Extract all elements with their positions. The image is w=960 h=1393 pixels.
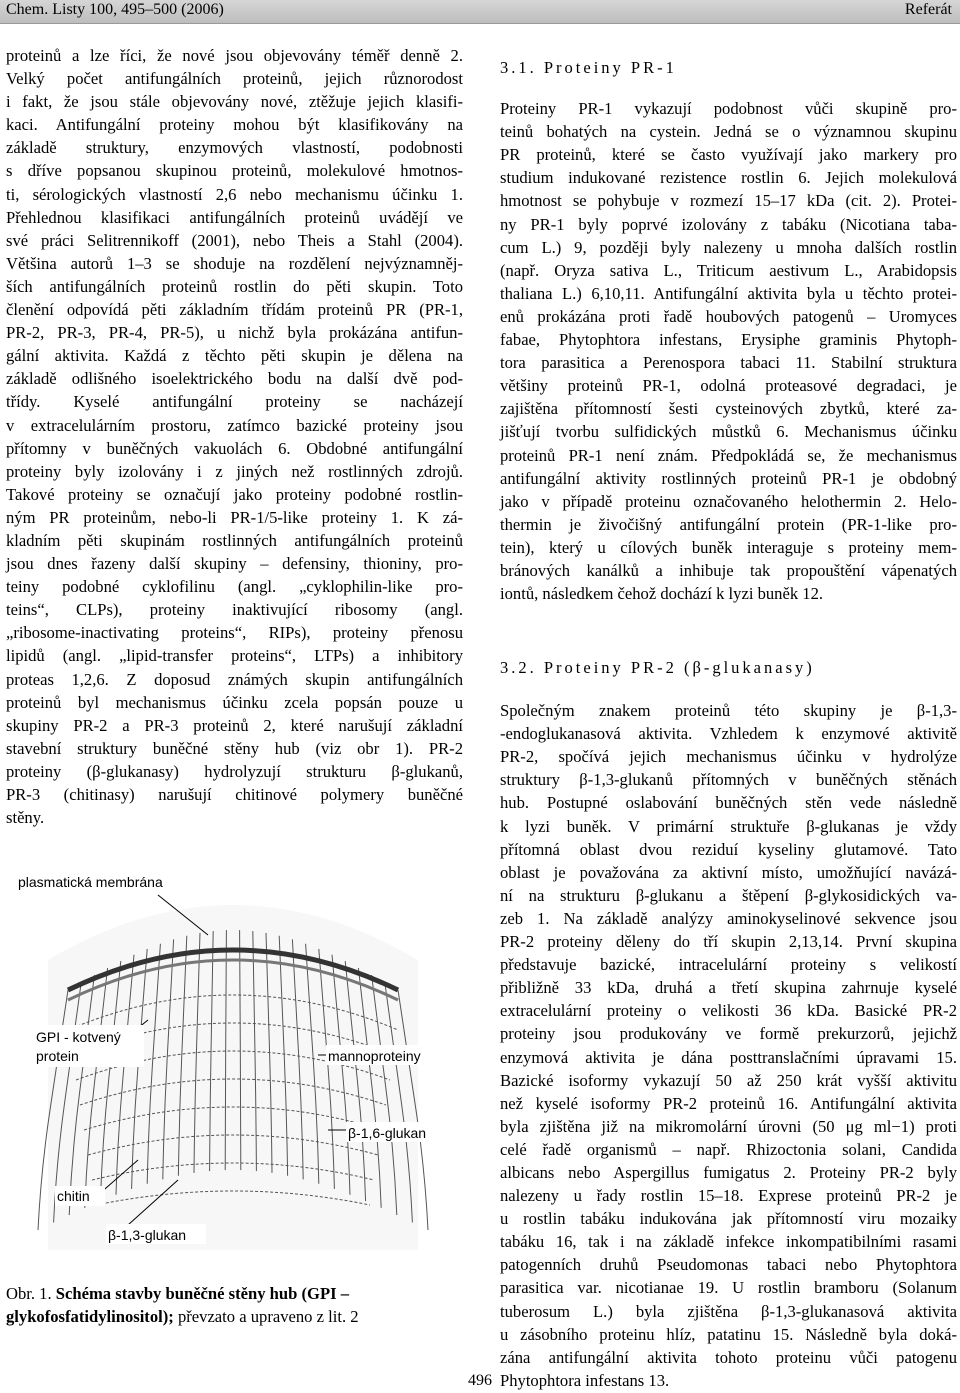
text-line: kladním pěti skupinám rostlinných antifungálních proteinů <box>6 530 463 550</box>
label-mannoproteins: mannoproteiny <box>328 1048 421 1064</box>
text-line: PR-2, PR-3, PR-4, PR-5), u nichž byla prokázána antifun- <box>6 323 463 343</box>
text-line: představuje bazické, intracelulární proteiny s velikostí <box>500 955 957 975</box>
text-line: proteinů byl mechanismus účinku zcela popsán pouze u <box>6 692 463 712</box>
text-line: zeb 1. Na základě analýzy aminokyselinové sekvence jsou <box>500 908 957 928</box>
text-line: stavební struktury buněčné stěny hub (viz obr 1). PR-2 <box>6 738 463 758</box>
text-line: ti, sérologických vlastností 2,6 nebo mechanismu účinku 1. <box>6 184 463 204</box>
caption-prefix: Obr. 1. <box>6 1284 52 1303</box>
text-line: parasitica var. nicotianae 19. U rostlin bramboru (Solanum <box>500 1278 957 1298</box>
text-line: albicans nebo Aspergillus fumigatus 2. Proteiny PR-2 byly <box>500 1162 957 1182</box>
text-line: jsou dnes řazeny další skupiny – defensiny, thioniny, pro- <box>6 554 463 574</box>
text-line: základě odlišného isoelektrického bodu na další dvě pod- <box>6 369 463 389</box>
text-line: zána antifungální aktivita tohoto proteinu vůči patogenu <box>500 1347 957 1367</box>
section-title-pr1: 3.1. Proteiny PR-1 <box>500 58 677 77</box>
text-line: nalezeny u řady rostlin 15–18. Exprese proteinů PR-2 je <box>500 1186 957 1206</box>
text-line: Bazické isoformy vykazují 50 až 250 krát vyšší aktivitu <box>500 1070 957 1090</box>
journal-citation: Chem. Listy 100, 495–500 (2006) <box>6 1 224 18</box>
text-line: antifungální aktivity rostlinných proteinů PR-1 je obdobný <box>500 468 957 488</box>
page-header <box>0 0 960 24</box>
text-line: zajištěna přítomností šesti cysteinových zbytků, které za- <box>500 399 957 419</box>
text-line: cum L.) 9, později byly nalezeny u mnoha dalších rostlin <box>500 237 957 257</box>
text-line: celé řadě organismů – např. Rhizoctonia solani, Candida <box>500 1139 957 1159</box>
label-beta-16-glucan: β-1,6-glukan <box>348 1125 427 1141</box>
caption-title: Schéma stavby buněčné stěny hub (GPI – glykofosfatidylinositol); <box>6 1284 349 1327</box>
text-line: byla zjištěna již na mikromolární úrovni (50 μg ml−1) proti <box>500 1116 957 1136</box>
text-line: Přehlednou klasifikaci antifungálních proteinů uvádějí ve <box>6 207 463 227</box>
cell-wall-figure <box>8 840 458 1270</box>
text-line: v extracelulárním prostoru, zatímco bazické proteiny jsou <box>6 415 463 435</box>
text-line: své práci Selitrennikoff (2001), nebo Theis a Stahl (2004). <box>6 230 463 250</box>
label-gpi-protein: protein <box>36 1048 79 1064</box>
text-line: ní na strukturu β-glukanu a štěpení β-glykosidických va- <box>500 885 957 905</box>
text-line: jako v případě proteinu označovaného helothermin 2. Helo- <box>500 491 957 511</box>
text-line: Společným znakem proteinů této skupiny je β-1,3- <box>500 701 957 721</box>
text-line: skupiny PR-2 a PR-3 proteinů 2, které narušují základní <box>6 715 463 735</box>
text-line: Takové proteiny se označují jako proteiny podobné rostlin- <box>6 484 463 504</box>
section-2-body <box>500 699 957 1392</box>
text-line: Proteiny PR-1 vykazují podobnost vůči skupině pro- <box>500 99 957 119</box>
right-column-section-2 <box>500 656 957 1392</box>
text-line: jišťují tvorbu sulfidických můstků 6. Mechanismus účinku <box>500 422 957 442</box>
page-number: 496 <box>468 1372 492 1389</box>
text-line: k lyzi buněk. V primární struktuře β-glukanas je vždy <box>500 816 957 836</box>
text-line: přítomná oblast dvou reziduí kyseliny glutamové. Tato <box>500 839 957 859</box>
text-line: patogenních druhů Pseudomonas tabaci nebo Phytophtora <box>500 1255 957 1275</box>
text-line: tabáku 16, tak i na základě infekce inkompatibilními rasami <box>500 1232 957 1252</box>
text-line: základě struktury, enzymových vlastností, podobnosti <box>6 138 463 158</box>
text-line: thaliana L.) 6,10,11. Antifungální aktivita byla u těchto protei- <box>500 283 957 303</box>
text-line: hub. Postupné oslabování buněčných stěn vede následně <box>500 793 957 813</box>
section-1-body <box>500 97 957 605</box>
text-line: ny PR-1 byly poprvé izolovány z tabáku (Nicotiana taba- <box>500 214 957 234</box>
text-line: hmotnost se pohybuje v rozmezí 15–17 kDa (cit. 2). Protei- <box>500 191 957 211</box>
text-line: teiny podobné cyklofilinu (angl. „cyklophilin-like pro- <box>6 577 463 597</box>
text-line: proteinů PR-1 není znám. Předpokládá se, že mechanismus <box>500 445 957 465</box>
text-line: stěny. <box>6 808 45 828</box>
text-line: gální aktivita. Každá z těchto pěti skupin je dělena na <box>6 346 463 366</box>
text-line: Většina autorů 1–3 se shoduje na rozdělení nejvýznamněj- <box>6 253 463 273</box>
label-gpi: GPI - kotvený <box>36 1029 121 1045</box>
label-chitin: chitin <box>57 1188 90 1204</box>
text-line: přítomny v buněčných vakuolách 6. Obdobné antifungální <box>6 438 463 458</box>
text-line: členění odpovídá pěti základním třídám proteinů PR (PR-1, <box>6 300 463 320</box>
text-line: enů prokázána proti řadě houbových patogenů – Uromyces <box>500 306 957 326</box>
text-line: proteiny (β-glukanasy) hydrolyzují strukturu β-glukanů, <box>6 761 463 781</box>
text-line: fabae, Phytophtora infestans, Erysiphe graminis Phytoph- <box>500 330 957 350</box>
text-line: teinů bohatých na cystein. Jedná se o významnou skupinu <box>500 122 957 142</box>
text-line: tein), který u cílových buněk interaguje s proteiny mem- <box>500 537 957 557</box>
text-line: extracelulární proteiny o velikosti 36 kDa. Basické PR-2 <box>500 1001 957 1021</box>
text-line: proteiny jsou produkovány ve formě prekurzorů, jejichž <box>500 1024 957 1044</box>
text-line: PR proteinů, které se často využívají jako markery pro <box>500 145 957 165</box>
text-line: „ribosome-inactivating proteins“, RIPs), proteiny přenosu <box>6 623 463 643</box>
cell-wall-diagram <box>8 840 458 1270</box>
label-plasma-membrane: plasmatická membrána <box>18 874 163 890</box>
text-line: většiny proteinů PR-1, odolná proteasové degradaci, je <box>500 376 957 396</box>
text-line: s dříve popsanou skupinou proteinů, molekulové hmotnos- <box>6 161 463 181</box>
section-name: Referát <box>904 1 952 18</box>
text-line: oblast je považována za aktivní místo, umožňující navázá- <box>500 862 957 882</box>
text-line: ších antifungálních proteinů rostlin do pěti skupin. Toto <box>6 276 463 296</box>
label-beta-13-glucan: β-1,3-glukan <box>108 1227 187 1243</box>
text-line: proteiny byly izolovány i z jiných než rostlinných zdrojů. <box>6 461 463 481</box>
text-line: PR-2 proteiny děleny do tří skupin 2,13,14. První skupina <box>500 932 957 952</box>
text-line: u zásobního proteinu hlíz, patatinu 15. Následně byla doká- <box>500 1324 957 1344</box>
text-line: thermin je živočišný antifungální protein (PR-1-like pro- <box>500 514 957 534</box>
text-line: proteas 1,2,6. Z doposud známých skupin antifungálních <box>6 669 463 689</box>
text-line: kaci. Antifungální proteiny mohou být klasifikovány na <box>6 115 463 135</box>
text-line: bránových kanálků a inhibuje tak propouštění vápenatých <box>500 560 957 580</box>
text-line: než kyselé isoformy PR-2 proteinů 16. Antifungální aktivita <box>500 1093 957 1113</box>
text-line: iontů, následkem čehož dochází k lyzi buněk 12. <box>500 584 824 604</box>
text-line: Velký počet antifungálních proteinů, jejich různorodost <box>6 69 463 89</box>
text-line: u rostlin tabáku indukována jak přítomností viru mozaiky <box>500 1209 957 1229</box>
text-line: tora parasitica a Perenospora tabaci 11. Stabilní struktura <box>500 353 957 373</box>
text-line: studium indukované rezistence rostlin 6. Jejich molekulová <box>500 168 957 188</box>
text-line: PR-2, spočívá jejich mechanismus účinku v hydrolýze <box>500 747 957 767</box>
text-line: enzymová aktivita je dána posttranslačními úpravami 15. <box>500 1047 957 1067</box>
text-line: struktury β-1,3-glukanů přítomných v buněčných stěnách <box>500 770 957 790</box>
right-column-section-1 <box>500 56 957 605</box>
section-title-pr2: 3.2. Proteiny PR-2 (β-glukanasy) <box>500 658 815 677</box>
text-line: ným PR proteinům, nebo-li PR-1/5-like proteiny 1. K zá- <box>6 507 463 527</box>
text-line: lipidů (angl. „lipid-transfer proteins“, LTPs) a inhibitory <box>6 646 463 666</box>
figure-caption <box>6 1282 463 1328</box>
text-line: Phytophtora infestans 13. <box>500 1370 670 1390</box>
text-line: (např. Oryza sativa L., Triticum aestivum L., Arabidopsis <box>500 260 957 280</box>
text-line: i fakt, že jsou stále objevovány nové, ztěžuje jejich klasifi- <box>6 92 463 112</box>
text-line: teins“, CLPs), proteiny inaktivující ribosomy (angl. <box>6 600 463 620</box>
text-line: -endoglukanasová aktivita. Vzhledem k enzymové aktivitě <box>500 724 957 744</box>
text-line: PR-3 (chitinasy) narušují chitinové polymery buněčné <box>6 785 463 804</box>
text-line: přibližně 33 kDa, druhá a třetí skupina zahrnuje kyselé <box>500 978 957 998</box>
text-line: proteinů a lze říci, že nové jsou objevovány téměř denně 2. <box>6 46 463 65</box>
left-column-text <box>6 44 463 829</box>
text-line: třídy. Kyselé antifungální proteiny se nacházejí <box>6 392 463 412</box>
caption-source: převzato a upraveno z lit. 2 <box>177 1307 359 1327</box>
text-line: tuberosum L.) byla zjištěna β-1,3-glukanasová aktivita <box>500 1301 957 1321</box>
